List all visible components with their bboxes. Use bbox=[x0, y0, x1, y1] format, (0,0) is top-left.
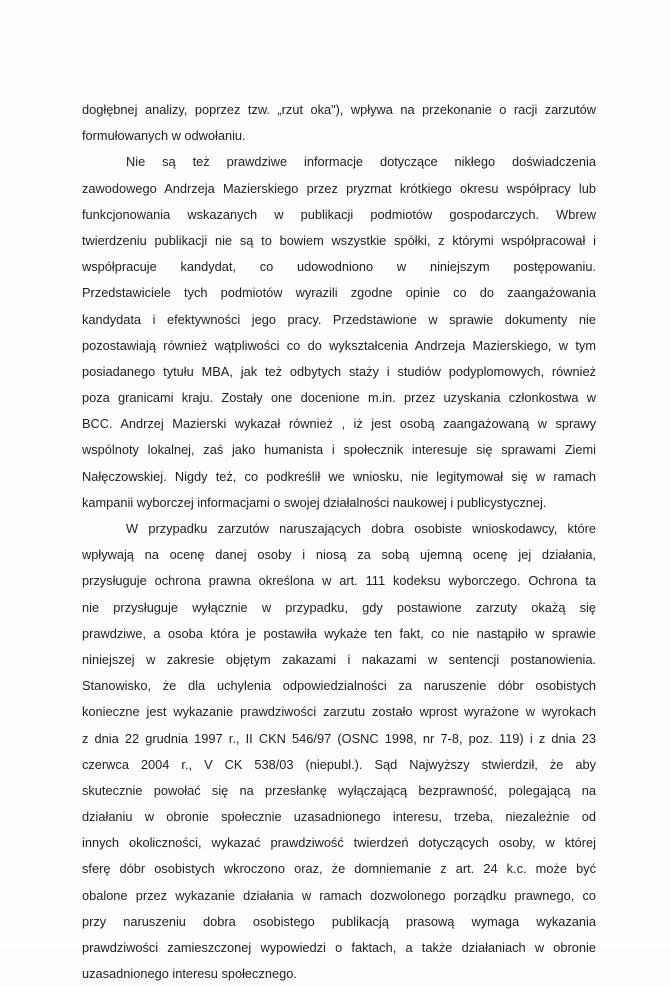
text-line: współpracuje kandydat, co udowodniono w niniejszym postępowaniu. bbox=[82, 259, 596, 275]
paragraph bbox=[82, 97, 596, 149]
paragraph bbox=[82, 149, 596, 516]
text-line: Stanowisko, że dla uchylenia odpowiedzialności za naruszenie dóbr osobistych bbox=[82, 678, 596, 694]
text-line: działaniu w obronie społecznie uzasadnionego interesu, trzeba, niezależnie od bbox=[82, 809, 596, 825]
text-line: skutecznie powołać się na przesłankę wyłączającą bezprawność, polegającą na bbox=[82, 782, 596, 798]
text-line: dogłębnej analizy, poprzez tzw. „rzut oka"), wpływa na przekonanie o racji zarzutów bbox=[82, 102, 596, 117]
text-line: innych okoliczności, wykazać prawdziwość twierdzeń dotyczących osoby, w której bbox=[82, 835, 596, 851]
text-line: pozostawiają również wątpliwości co do wykształcenia Andrzeja Mazierskiego, w tym bbox=[82, 337, 596, 353]
text-line: przysługuje ochrona prawna określona w art. 111 kodeksu wyborczego. Ochrona ta bbox=[82, 573, 596, 589]
text-line: z dnia 22 grudnia 1997 r., II CKN 546/97 (OSNC 1998, nr 7-8, poz. 119) i z dnia 23 bbox=[82, 730, 596, 746]
text-line: wpływają na ocenę danej osoby i niosą za sobą ujemną ocenę jej działania, bbox=[82, 547, 596, 563]
text-line: nie przysługuje wyłącznie w przypadku, gdy postawione zarzuty okażą się bbox=[82, 599, 596, 615]
text-line: konieczne jest wykazanie prawdziwości zarzutu zostało wprost wyrażone w wyrokach bbox=[82, 704, 596, 720]
text-line: funkcjonowania wskazanych w publikacji podmiotów gospodarczych. Wbrew bbox=[82, 206, 596, 222]
text-line: zawodowego Andrzeja Mazierskiego przez pryzmat krótkiego okresu współpracy lub bbox=[82, 180, 596, 196]
text-line: W przypadku zarzutów naruszających dobra osobiste wnioskodawcy, które bbox=[126, 521, 596, 536]
text-line: BCC. Andrzej Mazierski wykazał również , iż jest osobą zaangażowaną w sprawy bbox=[82, 416, 596, 432]
paragraph bbox=[82, 516, 596, 987]
text-line: obalone przez wykazanie działania w ramach dozwolonego porządku prawnego, co bbox=[82, 887, 596, 903]
text-line: formułowanych w odwołaniu. bbox=[82, 128, 246, 144]
text-line: sferę dóbr osobistych wkroczono oraz, że domniemanie z art. 24 k.c. może być bbox=[82, 861, 596, 877]
text-line: Przedstawiciele tych podmiotów wyrazili zgodne opinie co do zaangażowania bbox=[82, 285, 596, 301]
text-line: prawdziwe, a osoba która je postawiła wykaże ten fakt, co nie nastąpiło w sprawie bbox=[82, 625, 596, 641]
text-line: posiadanego tytułu MBA, jak też odbytych staży i studiów podyplomowych, również bbox=[82, 363, 596, 379]
text-line: poza granicami kraju. Zostały one docenione m.in. przez uzyskania członkostwa w bbox=[82, 390, 596, 406]
text-line: niniejszej w zakresie objętym zakazami i nakazami w sentencji postanowienia. bbox=[82, 651, 596, 667]
text-line: czerwca 2004 r., V CK 538/03 (niepubl.). Sąd Najwyższy stwierdził, że aby bbox=[82, 756, 596, 772]
text-line: kandydata i efektywności jego pracy. Przedstawione w sprawie dokumenty nie bbox=[82, 311, 596, 327]
text-line: twierdzeniu publikacji nie są to bowiem wszystkie spółki, z którymi współpracował i bbox=[82, 232, 596, 248]
document-body bbox=[82, 97, 596, 987]
text-line: Nałęczowskiej. Nigdy też, co podkreślił we wniosku, nie legitymował się w ramach bbox=[82, 468, 596, 484]
text-line: wspólnoty lokalnej, zaś jako humanista i społecznik interesuje się sprawami Ziemi bbox=[82, 442, 596, 458]
text-line: prawdziwości zamieszczonej wypowiedzi o faktach, a także działaniach w obronie bbox=[82, 940, 596, 955]
text-line: uzasadnionego interesu społecznego. bbox=[82, 966, 297, 982]
text-line: kampanii wyborczej informacjami o swojej działalności naukowej i publicystycznej. bbox=[82, 494, 547, 510]
text-line: Nie są też prawdziwe informacje dotyczące nikłego doświadczenia bbox=[126, 154, 596, 170]
text-line: przy naruszeniu dobra osobistego publikacją prasową wymaga wykazania bbox=[82, 913, 596, 929]
